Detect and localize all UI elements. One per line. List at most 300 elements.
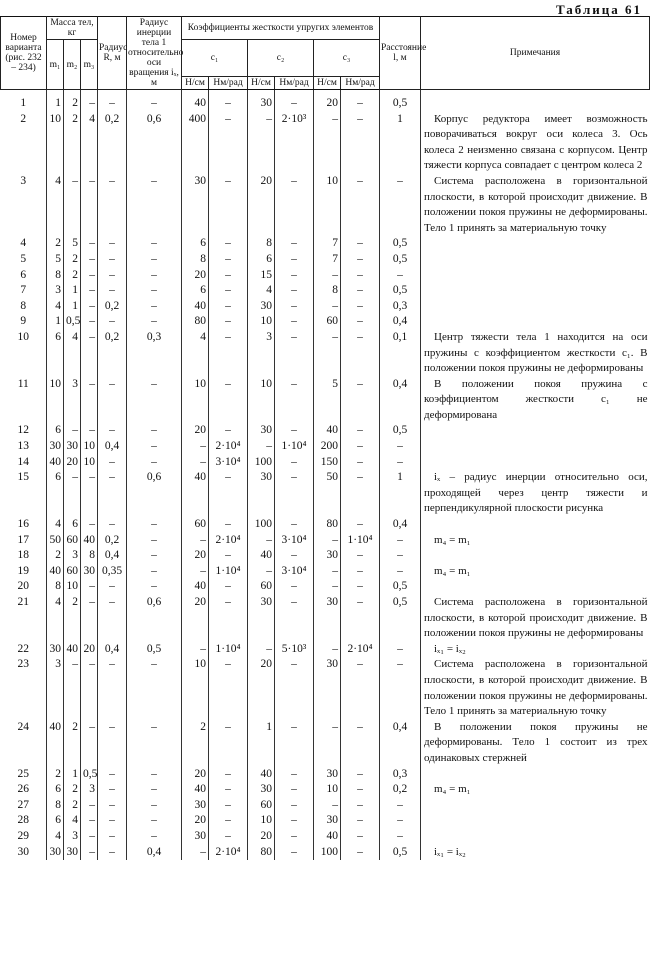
- cell-c1-nm: 2·10⁴: [209, 439, 248, 455]
- cell-c1-n: 20: [182, 813, 209, 829]
- cell-m3: –: [81, 845, 98, 861]
- table-row: [1, 252, 650, 268]
- cell-c3-n: 40: [314, 829, 341, 845]
- cell-inertia: –: [127, 657, 182, 719]
- cell-c3-n: 40: [314, 423, 341, 439]
- cell-c1-nm: –: [209, 330, 248, 377]
- cell-inertia: –: [127, 299, 182, 315]
- cell-variant: 27: [1, 798, 47, 814]
- header-c2: c₂: [248, 40, 314, 77]
- cell-note: Центр тяжести тела 1 находится на оси пружины с коэффициентом жесткости c₁. В положении покоя пружины не деформированы: [421, 330, 650, 377]
- cell-c1-nm: –: [209, 112, 248, 174]
- cell-c3-n: –: [314, 720, 341, 767]
- cell-c1-nm: –: [209, 314, 248, 330]
- cell-inertia: –: [127, 533, 182, 549]
- cell-radius: 0,2: [98, 533, 127, 549]
- cell-radius: 0,4: [98, 642, 127, 658]
- cell-note: m₄ = m₁: [421, 564, 650, 580]
- cell-note: [421, 455, 650, 471]
- cell-m1: 6: [47, 330, 64, 377]
- cell-c1-nm: –: [209, 268, 248, 284]
- cell-c2-n: 30: [248, 299, 275, 315]
- cell-inertia: –: [127, 798, 182, 814]
- cell-c2-n: 100: [248, 455, 275, 471]
- cell-m3: 4: [81, 112, 98, 174]
- cell-note: m₄ = m₁: [421, 782, 650, 798]
- cell-m1: 6: [47, 813, 64, 829]
- cell-c1-n: –: [182, 845, 209, 861]
- cell-radius: –: [98, 470, 127, 517]
- cell-c2-nm: –: [275, 813, 314, 829]
- cell-m2: 2: [64, 782, 81, 798]
- table-row: [1, 174, 650, 236]
- cell-distance: 0,4: [380, 314, 421, 330]
- cell-c1-nm: –: [209, 470, 248, 517]
- cell-variant: 6: [1, 268, 47, 284]
- table-row: [1, 798, 650, 814]
- cell-note: [421, 423, 650, 439]
- cell-c1-nm: 2·10⁴: [209, 533, 248, 549]
- cell-c2-n: 60: [248, 798, 275, 814]
- table-row: [1, 299, 650, 315]
- cell-c3-n: 200: [314, 439, 341, 455]
- cell-c3-nm: –: [341, 845, 380, 861]
- cell-variant: 13: [1, 439, 47, 455]
- cell-note: [421, 579, 650, 595]
- cell-variant: 14: [1, 455, 47, 471]
- header-c3: c₃: [314, 40, 380, 77]
- cell-c1-n: 10: [182, 377, 209, 424]
- cell-note: iₓ₁ = iₓ₂: [421, 642, 650, 658]
- cell-inertia: –: [127, 236, 182, 252]
- cell-inertia: –: [127, 767, 182, 783]
- cell-m2: 4: [64, 330, 81, 377]
- cell-m1: 2: [47, 767, 64, 783]
- cell-m2: 1: [64, 283, 81, 299]
- header-radius: Радиус R, м: [98, 17, 127, 90]
- cell-c2-n: –: [248, 564, 275, 580]
- header-variant: Номер варианта (рис. 232 – 234): [1, 17, 47, 90]
- cell-variant: 10: [1, 330, 47, 377]
- cell-distance: 1: [380, 112, 421, 174]
- cell-c3-nm: –: [341, 174, 380, 236]
- cell-radius: –: [98, 782, 127, 798]
- cell-c2-n: 100: [248, 517, 275, 533]
- cell-c1-nm: –: [209, 517, 248, 533]
- cell-m1: 8: [47, 268, 64, 284]
- cell-variant: 15: [1, 470, 47, 517]
- table-row: [1, 283, 650, 299]
- cell-inertia: –: [127, 455, 182, 471]
- cell-c2-n: 30: [248, 423, 275, 439]
- cell-radius: –: [98, 579, 127, 595]
- cell-c3-nm: –: [341, 439, 380, 455]
- cell-c3-nm: –: [341, 252, 380, 268]
- table-row: [1, 268, 650, 284]
- cell-c3-nm: –: [341, 829, 380, 845]
- cell-c3-nm: 2·10⁴: [341, 642, 380, 658]
- cell-m2: 30: [64, 845, 81, 861]
- cell-radius: –: [98, 252, 127, 268]
- cell-m2: 30: [64, 439, 81, 455]
- table-caption: Таблица 61: [555, 2, 642, 17]
- cell-c2-n: 1: [248, 720, 275, 767]
- cell-c3-n: 5: [314, 377, 341, 424]
- cell-distance: 0,5: [380, 595, 421, 642]
- cell-c3-nm: –: [341, 579, 380, 595]
- table-row: [1, 813, 650, 829]
- cell-c3-n: 7: [314, 236, 341, 252]
- cell-c3-n: 150: [314, 455, 341, 471]
- cell-m3: –: [81, 657, 98, 719]
- cell-note: iₓ – радиус инерции относительно оси, проходящей через центр тяжести и перпендикулярной плоскости рисунка: [421, 470, 650, 517]
- cell-m3: –: [81, 579, 98, 595]
- cell-m1: 6: [47, 470, 64, 517]
- cell-distance: –: [380, 533, 421, 549]
- cell-m3: –: [81, 470, 98, 517]
- cell-distance: –: [380, 829, 421, 845]
- cell-m3: –: [81, 268, 98, 284]
- cell-c3-nm: 1·10⁴: [341, 533, 380, 549]
- cell-c2-nm: 1·10⁴: [275, 439, 314, 455]
- cell-m2: 2: [64, 720, 81, 767]
- cell-c2-n: –: [248, 112, 275, 174]
- cell-c1-nm: 1·10⁴: [209, 564, 248, 580]
- cell-c2-nm: –: [275, 268, 314, 284]
- cell-m2: –: [64, 423, 81, 439]
- cell-m2: 2: [64, 798, 81, 814]
- cell-c2-nm: –: [275, 470, 314, 517]
- cell-note: Система расположена в горизонтальной плоскости, в которой происходит движение. В положении покоя пружины не деформированы. Тело 1 принять за материальную точку: [421, 657, 650, 719]
- cell-inertia: –: [127, 517, 182, 533]
- cell-c2-nm: –: [275, 174, 314, 236]
- cell-c1-n: –: [182, 455, 209, 471]
- cell-m1: 5: [47, 252, 64, 268]
- cell-distance: 0,5: [380, 283, 421, 299]
- cell-m3: –: [81, 595, 98, 642]
- cell-c2-n: 20: [248, 174, 275, 236]
- table-row: [1, 767, 650, 783]
- cell-c1-n: 6: [182, 283, 209, 299]
- cell-c1-n: 10: [182, 657, 209, 719]
- cell-c1-n: 40: [182, 782, 209, 798]
- cell-c3-n: 30: [314, 813, 341, 829]
- cell-variant: 4: [1, 236, 47, 252]
- cell-c1-n: 20: [182, 548, 209, 564]
- cell-c2-nm: –: [275, 330, 314, 377]
- cell-c2-n: 15: [248, 268, 275, 284]
- header-c3-unit-n: Н/см: [314, 77, 341, 90]
- cell-c2-nm: –: [275, 782, 314, 798]
- cell-note: Корпус редуктора имеет возможность поворачиваться вокруг оси колеса 3. Ось колеса 2 неизменно связана с корпусом. Центр тяжести корпуса совпадает с центром колеса 2: [421, 112, 650, 174]
- cell-m2: 6: [64, 517, 81, 533]
- cell-m3: –: [81, 720, 98, 767]
- cell-variant: 5: [1, 252, 47, 268]
- cell-m2: 5: [64, 236, 81, 252]
- cell-variant: 30: [1, 845, 47, 861]
- cell-radius: –: [98, 517, 127, 533]
- cell-c2-n: 20: [248, 657, 275, 719]
- cell-c2-nm: –: [275, 423, 314, 439]
- header-c1: c₁: [182, 40, 248, 77]
- cell-m1: 30: [47, 845, 64, 861]
- cell-c3-n: –: [314, 268, 341, 284]
- cell-c3-n: 30: [314, 767, 341, 783]
- cell-c1-nm: –: [209, 595, 248, 642]
- table-row: [1, 595, 650, 642]
- cell-c1-n: –: [182, 533, 209, 549]
- cell-c3-nm: –: [341, 470, 380, 517]
- cell-inertia: –: [127, 579, 182, 595]
- cell-c2-n: 4: [248, 283, 275, 299]
- table-row: [1, 533, 650, 549]
- cell-c1-nm: –: [209, 767, 248, 783]
- cell-c2-nm: –: [275, 236, 314, 252]
- table-row: [1, 314, 650, 330]
- cell-m2: 2: [64, 90, 81, 112]
- header-c2-unit-n: Н/см: [248, 77, 275, 90]
- cell-variant: 3: [1, 174, 47, 236]
- cell-c3-nm: –: [341, 767, 380, 783]
- cell-note: [421, 517, 650, 533]
- cell-c3-n: 20: [314, 90, 341, 112]
- cell-distance: 0,5: [380, 579, 421, 595]
- cell-variant: 28: [1, 813, 47, 829]
- table-body: [1, 90, 650, 861]
- cell-m1: 50: [47, 533, 64, 549]
- cell-m1: 30: [47, 642, 64, 658]
- cell-m3: 8: [81, 548, 98, 564]
- cell-m3: –: [81, 829, 98, 845]
- cell-distance: –: [380, 439, 421, 455]
- cell-m2: 4: [64, 813, 81, 829]
- cell-m2: 0,5: [64, 314, 81, 330]
- cell-m3: 3: [81, 782, 98, 798]
- cell-c2-n: 3: [248, 330, 275, 377]
- cell-m3: 10: [81, 455, 98, 471]
- cell-c2-nm: –: [275, 517, 314, 533]
- cell-c3-n: –: [314, 798, 341, 814]
- cell-radius: –: [98, 314, 127, 330]
- cell-c1-nm: 3·10⁴: [209, 455, 248, 471]
- cell-radius: –: [98, 767, 127, 783]
- cell-m3: 20: [81, 642, 98, 658]
- cell-c2-n: 80: [248, 845, 275, 861]
- cell-note: [421, 90, 650, 112]
- cell-variant: 1: [1, 90, 47, 112]
- cell-distance: –: [380, 657, 421, 719]
- cell-m1: 4: [47, 829, 64, 845]
- cell-distance: –: [380, 813, 421, 829]
- table-row: [1, 564, 650, 580]
- cell-m1: 1: [47, 90, 64, 112]
- table-row: [1, 829, 650, 845]
- cell-c3-nm: –: [341, 314, 380, 330]
- table-row: [1, 579, 650, 595]
- cell-m1: 4: [47, 299, 64, 315]
- cell-distance: –: [380, 564, 421, 580]
- cell-m2: 2: [64, 252, 81, 268]
- cell-c1-n: 40: [182, 299, 209, 315]
- cell-radius: 0,2: [98, 299, 127, 315]
- cell-m2: 3: [64, 548, 81, 564]
- cell-radius: 0,4: [98, 548, 127, 564]
- cell-m3: –: [81, 252, 98, 268]
- cell-c3-n: 8: [314, 283, 341, 299]
- cell-inertia: –: [127, 813, 182, 829]
- cell-radius: –: [98, 798, 127, 814]
- cell-c3-n: 30: [314, 595, 341, 642]
- header-c1-unit-n: Н/см: [182, 77, 209, 90]
- cell-m1: 3: [47, 657, 64, 719]
- cell-note: [421, 268, 650, 284]
- cell-c2-nm: –: [275, 579, 314, 595]
- cell-c1-nm: 2·10⁴: [209, 845, 248, 861]
- cell-c1-nm: –: [209, 798, 248, 814]
- cell-m2: 2: [64, 268, 81, 284]
- cell-c2-n: 40: [248, 767, 275, 783]
- cell-variant: 26: [1, 782, 47, 798]
- cell-inertia: –: [127, 720, 182, 767]
- cell-distance: 0,3: [380, 299, 421, 315]
- cell-c3-nm: –: [341, 268, 380, 284]
- cell-variant: 29: [1, 829, 47, 845]
- cell-inertia: 0,3: [127, 330, 182, 377]
- cell-m2: 2: [64, 595, 81, 642]
- cell-m2: –: [64, 470, 81, 517]
- cell-m1: 2: [47, 548, 64, 564]
- cell-c2-nm: –: [275, 283, 314, 299]
- cell-m1: 40: [47, 455, 64, 471]
- cell-c1-nm: –: [209, 548, 248, 564]
- cell-m1: 4: [47, 595, 64, 642]
- cell-c1-nm: –: [209, 782, 248, 798]
- cell-m3: –: [81, 174, 98, 236]
- cell-c2-n: 30: [248, 470, 275, 517]
- cell-c2-nm: –: [275, 377, 314, 424]
- cell-c1-n: 20: [182, 767, 209, 783]
- table-row: [1, 548, 650, 564]
- cell-c2-n: 40: [248, 548, 275, 564]
- cell-m2: –: [64, 657, 81, 719]
- cell-c2-nm: –: [275, 548, 314, 564]
- cell-radius: 0,35: [98, 564, 127, 580]
- cell-c3-n: –: [314, 579, 341, 595]
- cell-m3: –: [81, 236, 98, 252]
- table-row: [1, 720, 650, 767]
- cell-m2: 2: [64, 112, 81, 174]
- cell-c2-n: –: [248, 439, 275, 455]
- cell-c2-nm: –: [275, 455, 314, 471]
- cell-m3: 30: [81, 564, 98, 580]
- cell-c1-n: –: [182, 439, 209, 455]
- cell-note: Система расположена в горизонтальной плоскости, в которой происходит движение. В положении покоя пружины не деформированы. Тело 1 принять за материальную точку: [421, 174, 650, 236]
- cell-distance: 0,4: [380, 517, 421, 533]
- cell-c3-nm: –: [341, 299, 380, 315]
- cell-c3-n: 10: [314, 782, 341, 798]
- cell-c3-n: 10: [314, 174, 341, 236]
- cell-variant: 11: [1, 377, 47, 424]
- cell-c2-nm: –: [275, 767, 314, 783]
- cell-m2: 10: [64, 579, 81, 595]
- cell-c3-n: 100: [314, 845, 341, 861]
- cell-c3-n: –: [314, 112, 341, 174]
- table-row: [1, 642, 650, 658]
- cell-m3: –: [81, 517, 98, 533]
- cell-distance: 0,4: [380, 377, 421, 424]
- cell-inertia: –: [127, 377, 182, 424]
- cell-c1-n: 30: [182, 798, 209, 814]
- cell-note: [421, 767, 650, 783]
- cell-variant: 16: [1, 517, 47, 533]
- cell-c3-nm: –: [341, 657, 380, 719]
- cell-c2-nm: –: [275, 845, 314, 861]
- cell-m2: 60: [64, 564, 81, 580]
- cell-variant: 22: [1, 642, 47, 658]
- cell-distance: –: [380, 174, 421, 236]
- cell-c3-n: –: [314, 299, 341, 315]
- cell-c2-nm: 3·10⁴: [275, 533, 314, 549]
- cell-m1: 6: [47, 782, 64, 798]
- cell-note: [421, 252, 650, 268]
- cell-c2-nm: –: [275, 90, 314, 112]
- header-m3: m₃: [81, 40, 98, 90]
- cell-inertia: –: [127, 439, 182, 455]
- cell-c2-nm: –: [275, 595, 314, 642]
- cell-c3-n: –: [314, 330, 341, 377]
- cell-distance: –: [380, 642, 421, 658]
- cell-c3-n: 80: [314, 517, 341, 533]
- cell-note: iₓ₁ = iₓ₂: [421, 845, 650, 861]
- cell-variant: 2: [1, 112, 47, 174]
- cell-m3: 10: [81, 439, 98, 455]
- cell-m3: 0,5: [81, 767, 98, 783]
- table-row: [1, 423, 650, 439]
- table-row: [1, 845, 650, 861]
- cell-m3: –: [81, 423, 98, 439]
- header-distance: Расстояние l, м: [380, 17, 421, 90]
- table-row: [1, 455, 650, 471]
- cell-c1-n: 30: [182, 829, 209, 845]
- cell-c1-n: 80: [182, 314, 209, 330]
- cell-m1: 2: [47, 236, 64, 252]
- cell-c1-n: 40: [182, 470, 209, 517]
- cell-c1-nm: –: [209, 813, 248, 829]
- cell-c1-nm: –: [209, 423, 248, 439]
- cell-radius: –: [98, 595, 127, 642]
- cell-distance: 0,1: [380, 330, 421, 377]
- cell-c1-n: 400: [182, 112, 209, 174]
- cell-c2-nm: –: [275, 299, 314, 315]
- cell-c1-nm: –: [209, 283, 248, 299]
- cell-m1: 3: [47, 283, 64, 299]
- cell-m3: –: [81, 377, 98, 424]
- cell-c3-nm: –: [341, 564, 380, 580]
- cell-distance: 0,5: [380, 90, 421, 112]
- cell-c3-n: –: [314, 642, 341, 658]
- cell-c1-nm: –: [209, 720, 248, 767]
- cell-c1-n: 8: [182, 252, 209, 268]
- cell-radius: 0,4: [98, 439, 127, 455]
- cell-c1-nm: –: [209, 579, 248, 595]
- cell-distance: –: [380, 798, 421, 814]
- cell-radius: –: [98, 720, 127, 767]
- cell-c2-nm: 3·10⁴: [275, 564, 314, 580]
- cell-c3-nm: –: [341, 423, 380, 439]
- cell-c1-n: 30: [182, 174, 209, 236]
- cell-inertia: 0,4: [127, 845, 182, 861]
- cell-c3-nm: –: [341, 283, 380, 299]
